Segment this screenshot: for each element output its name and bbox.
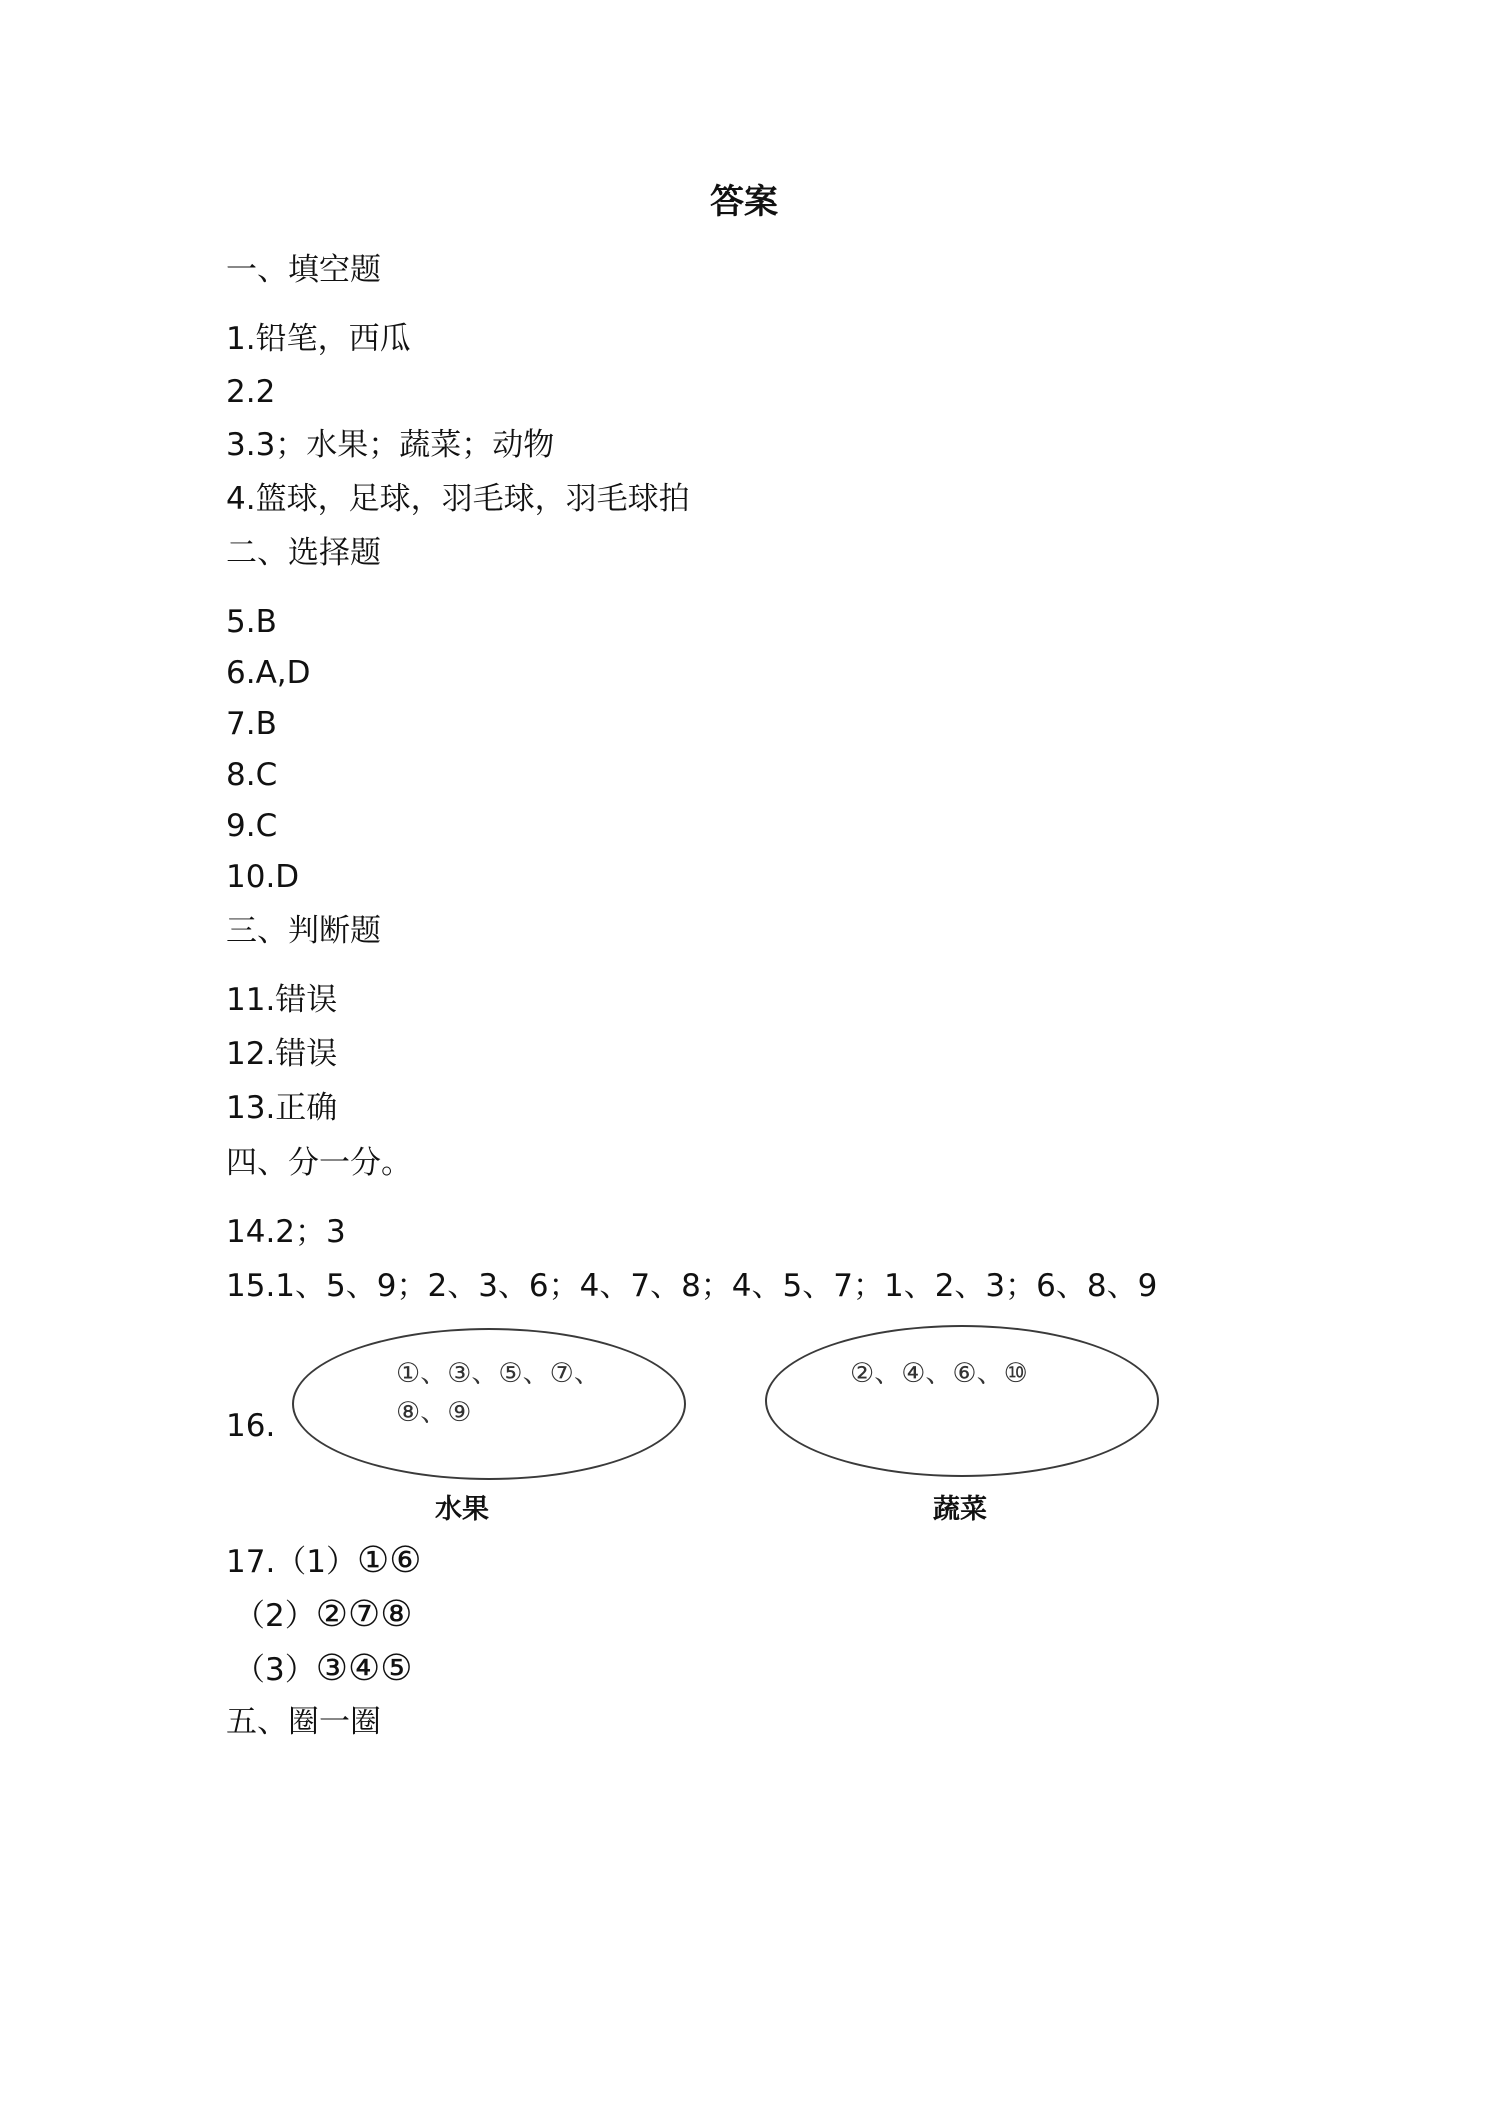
answer-line: 5.B xyxy=(226,604,277,640)
vegetable-oval xyxy=(765,1325,1159,1477)
question-17-part1-prefix: 17.（1） xyxy=(226,1544,358,1580)
answer-line: 15.1、5、9；2、3、6；4、7、8；4、5、7；1、2、3；6、8、9 xyxy=(226,1268,1158,1304)
question-17-part3-answer: ③④⑤ xyxy=(315,1648,413,1689)
section-heading-choice: 二、选择题 xyxy=(226,535,381,571)
question-17-part2-prefix: （2） xyxy=(234,1598,316,1634)
fruit-oval xyxy=(292,1328,686,1480)
answer-line: 14.2；3 xyxy=(226,1214,346,1250)
answer-line: 6.A,D xyxy=(226,655,311,691)
page-title: 答案 xyxy=(710,182,778,222)
answer-line: 8.C xyxy=(226,757,278,793)
answer-line: 7.B xyxy=(226,706,277,742)
answer-line: 11.错误 xyxy=(226,982,338,1018)
question-17-line1 xyxy=(226,1541,422,1582)
answer-line: 13.正确 xyxy=(226,1090,338,1126)
question-17-part3-prefix: （3） xyxy=(234,1652,316,1688)
question-17-line3 xyxy=(234,1649,413,1690)
vegetable-oval-label: 蔬菜 xyxy=(933,1494,987,1525)
question-17-line2 xyxy=(234,1595,413,1636)
answer-line: 10.D xyxy=(226,859,300,895)
question-17-part2-answer: ②⑦⑧ xyxy=(315,1594,413,1635)
answer-line: 1.铅笔，西瓜 xyxy=(226,321,411,357)
section-heading-circle: 五、圈一圈 xyxy=(226,1704,381,1740)
answer-line: 12.错误 xyxy=(226,1036,338,1072)
question-17-part1-answer: ①⑥ xyxy=(357,1540,422,1581)
section-heading-fill-in: 一、填空题 xyxy=(226,252,381,288)
fruit-oval-label: 水果 xyxy=(435,1494,489,1525)
vegetable-oval-items: ②、④、⑥、⑩ xyxy=(850,1358,1028,1389)
fruit-oval-items-line1: ①、③、⑤、⑦、 xyxy=(396,1358,601,1389)
question-16-number: 16. xyxy=(226,1408,276,1444)
section-heading-classify: 四、分一分。 xyxy=(226,1145,412,1181)
section-heading-judgement: 三、判断题 xyxy=(226,913,381,949)
answer-line: 3.3；水果；蔬菜；动物 xyxy=(226,427,555,463)
answer-line: 2.2 xyxy=(226,374,276,410)
answer-line: 4.篮球，足球，羽毛球，羽毛球拍 xyxy=(226,481,690,517)
fruit-oval-items-line2: ⑧、⑨ xyxy=(396,1397,472,1428)
answer-line: 9.C xyxy=(226,808,278,844)
